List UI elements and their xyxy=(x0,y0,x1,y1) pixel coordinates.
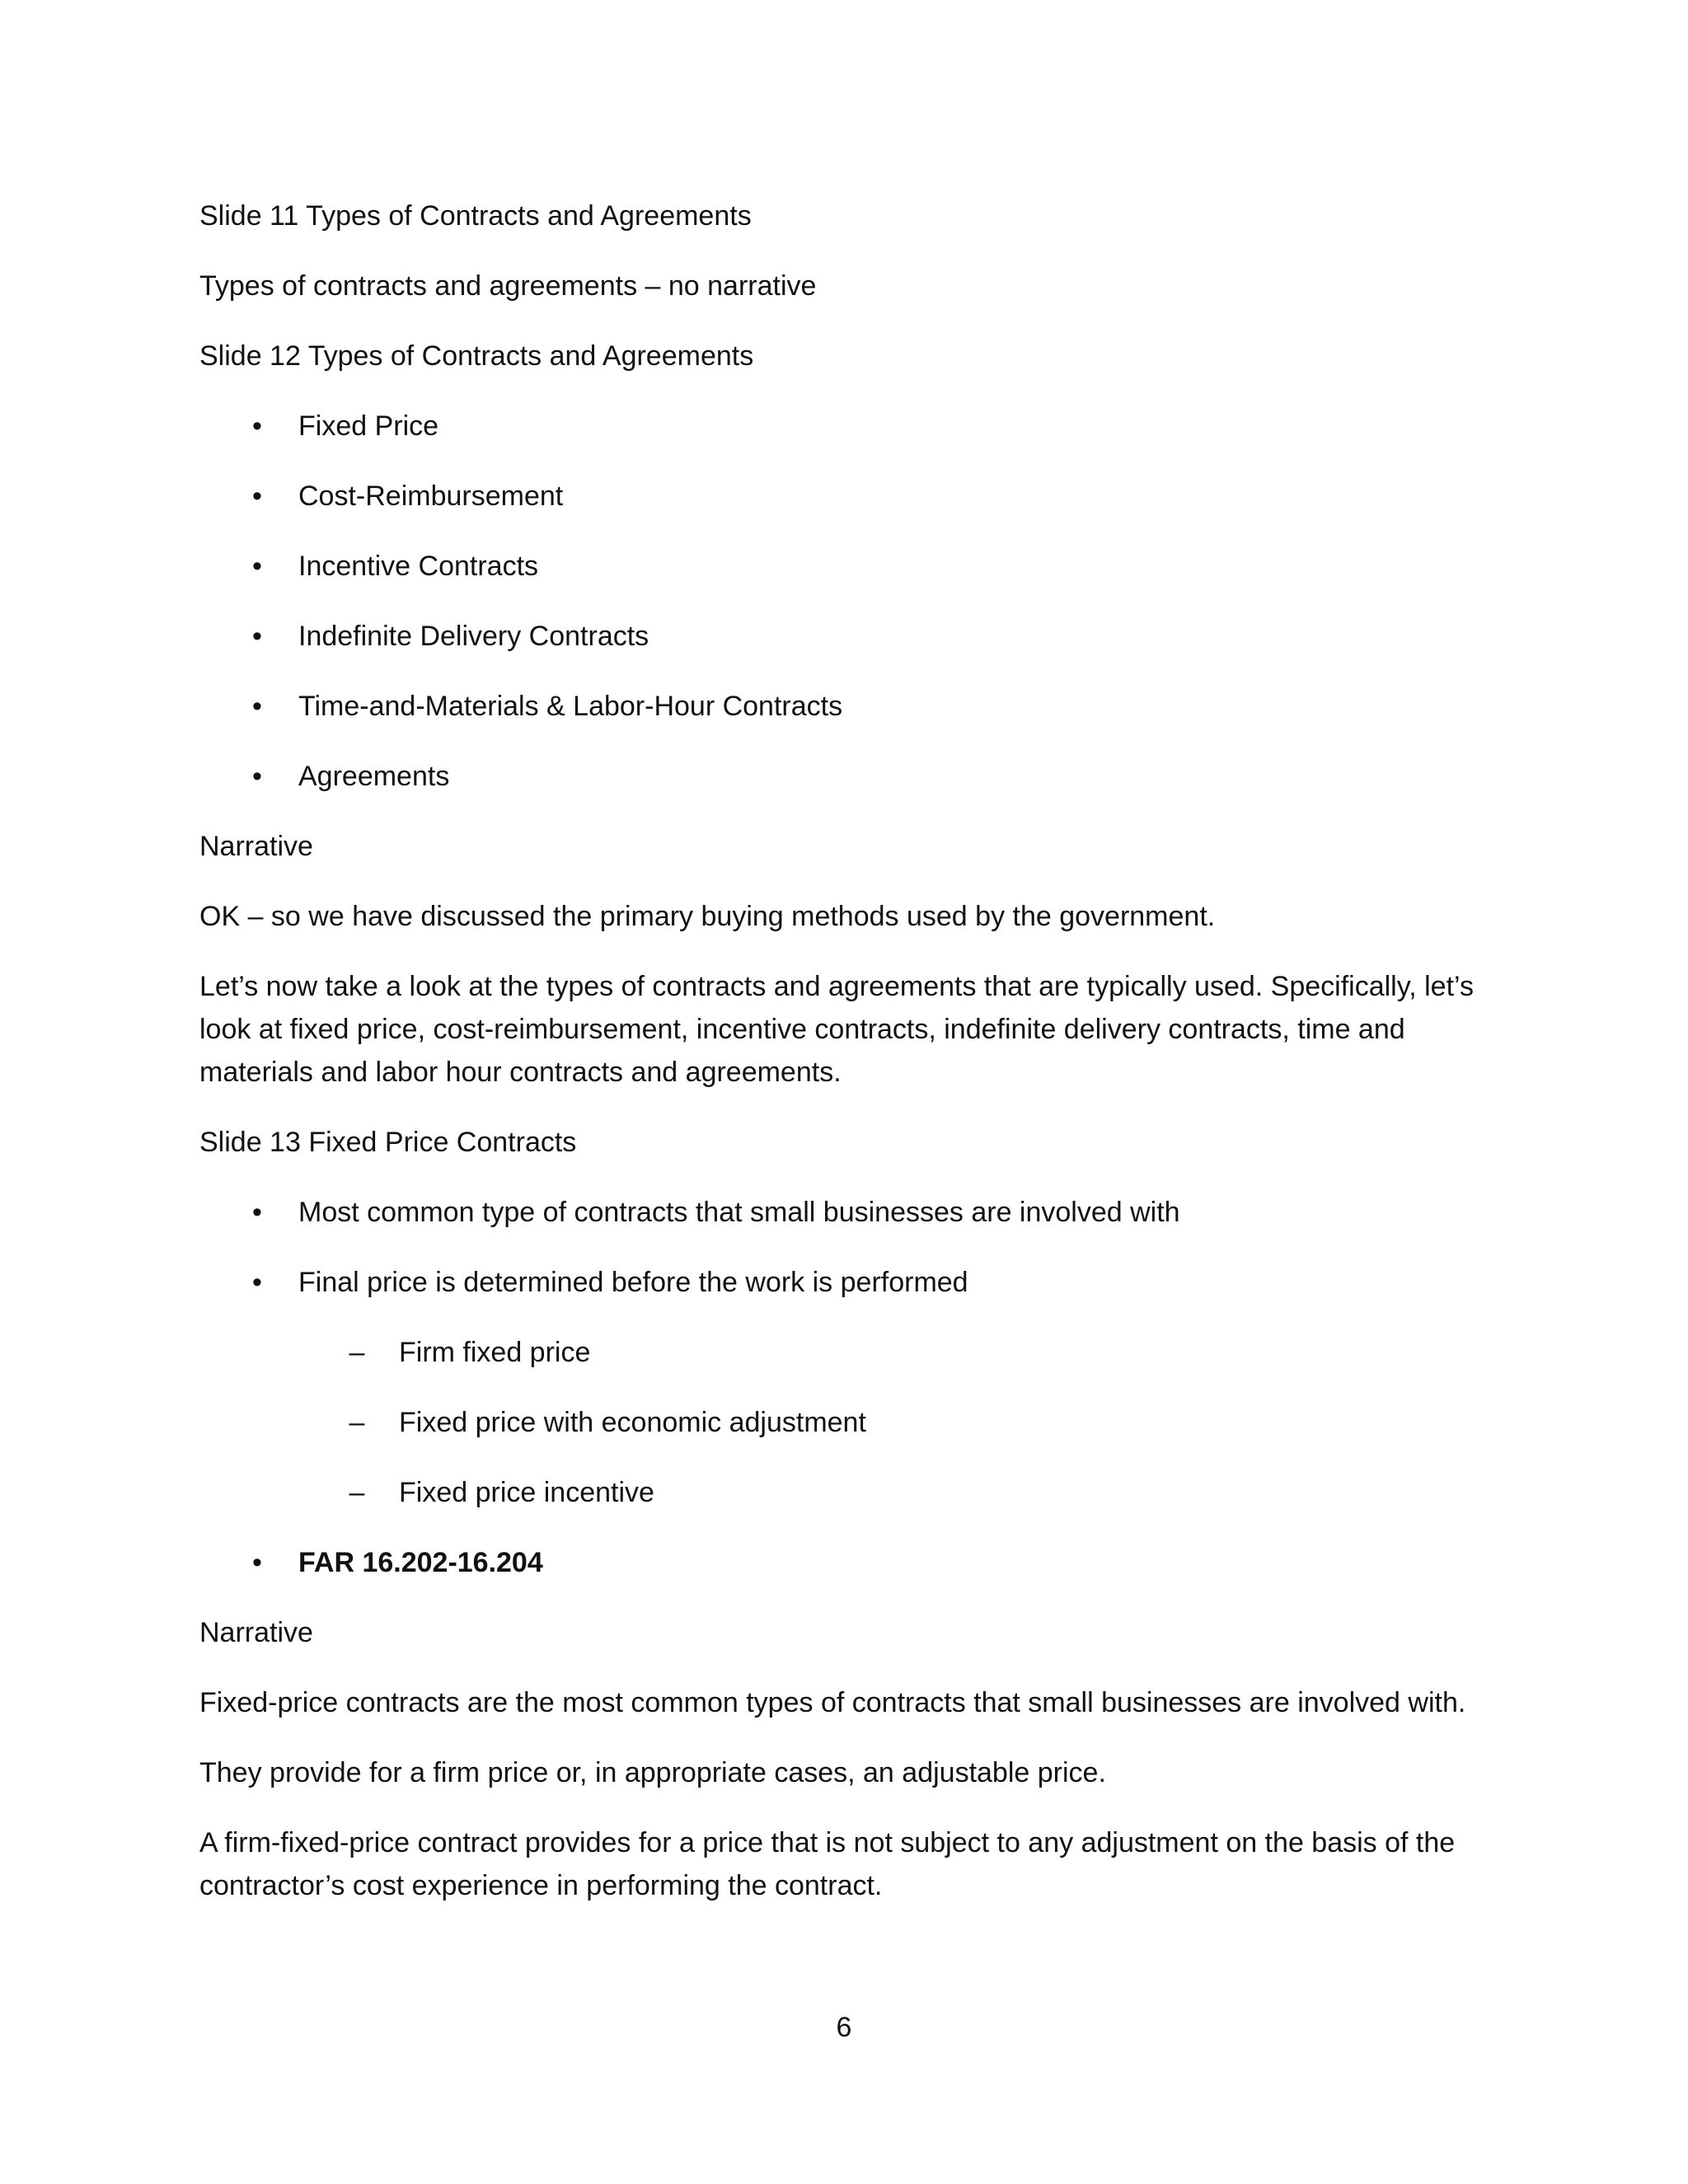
page-content xyxy=(199,194,1502,1934)
far-reference: FAR 16.202-16.204 xyxy=(298,1547,543,1578)
bullet-marker: • xyxy=(252,1547,262,1578)
slide-12-heading: Slide 12 Types of Contracts and Agreements xyxy=(199,340,754,372)
list-item-text: Cost-Reimbursement xyxy=(298,480,564,512)
bullet-marker: • xyxy=(252,551,262,582)
list-item-text: Incentive Contracts xyxy=(298,551,539,582)
bullet-marker: • xyxy=(252,410,262,442)
list-item xyxy=(199,1541,1502,1584)
bullet-marker: • xyxy=(252,480,262,512)
narrative-paragraph: Let’s now take a look at the types of contracts and agreements that are typically used. Specifically, let’s look at fixed price, cost-reimbursement, incentive contracts, indefinite delivery contracts, time and materials and labor hour contracts and agreements. xyxy=(199,971,1474,1088)
slide-13-heading: Slide 13 Fixed Price Contracts xyxy=(199,1127,577,1158)
narrative-paragraph: They provide for a firm price or, in appropriate cases, an adjustable price. xyxy=(199,1757,1106,1788)
list-item xyxy=(199,1261,1502,1304)
slide-12-bullet-list xyxy=(199,405,1502,798)
list-item xyxy=(199,545,1502,588)
list-item xyxy=(199,755,1502,798)
narrative-label: Narrative xyxy=(199,831,313,862)
dash-marker: – xyxy=(349,1477,365,1508)
list-item-text: Fixed Price xyxy=(298,410,439,442)
list-item-text: Time-and-Materials & Labor-Hour Contracts xyxy=(298,691,843,722)
bullet-marker: • xyxy=(252,691,262,722)
list-item xyxy=(199,405,1502,448)
sub-list-item xyxy=(199,1471,1502,1514)
list-item-text: Most common type of contracts that small businesses are involved with xyxy=(298,1197,1180,1228)
list-item xyxy=(199,685,1502,728)
bullet-marker: • xyxy=(252,621,262,652)
sub-list-item-text: Firm fixed price xyxy=(399,1337,591,1368)
slide-13-bullet-list xyxy=(199,1191,1502,1304)
bullet-marker: • xyxy=(252,761,262,792)
slide-11-heading: Slide 11 Types of Contracts and Agreements xyxy=(199,200,752,232)
slide-13-reference-list xyxy=(199,1541,1502,1584)
sub-list-item-text: Fixed price with economic adjustment xyxy=(399,1407,866,1438)
sub-list-item xyxy=(199,1331,1502,1374)
page-number: 6 xyxy=(836,2012,852,2043)
list-item xyxy=(199,1191,1502,1234)
list-item-text: Final price is determined before the work is performed xyxy=(298,1267,968,1298)
dash-marker: – xyxy=(349,1337,365,1368)
sub-list-item xyxy=(199,1401,1502,1444)
narrative-paragraph: Fixed-price contracts are the most common types of contracts that small businesses are involved with. xyxy=(199,1687,1466,1718)
dash-marker: – xyxy=(349,1407,365,1438)
slide-11-note: Types of contracts and agreements – no narrative xyxy=(199,270,817,302)
sub-list-item-text: Fixed price incentive xyxy=(399,1477,654,1508)
narrative-paragraph: OK – so we have discussed the primary buying methods used by the government. xyxy=(199,901,1216,932)
narrative-label: Narrative xyxy=(199,1617,313,1648)
list-item-text: Indefinite Delivery Contracts xyxy=(298,621,649,652)
bullet-marker: • xyxy=(252,1267,262,1298)
slide-13-sub-bullet-list xyxy=(199,1331,1502,1514)
list-item xyxy=(199,615,1502,658)
narrative-paragraph: A firm-fixed-price contract provides for a price that is not subject to any adjustment on the basis of the contractor’s cost experience in performing the contract. xyxy=(199,1827,1456,1901)
bullet-marker: • xyxy=(252,1197,262,1228)
list-item-text: Agreements xyxy=(298,761,450,792)
list-item xyxy=(199,475,1502,518)
